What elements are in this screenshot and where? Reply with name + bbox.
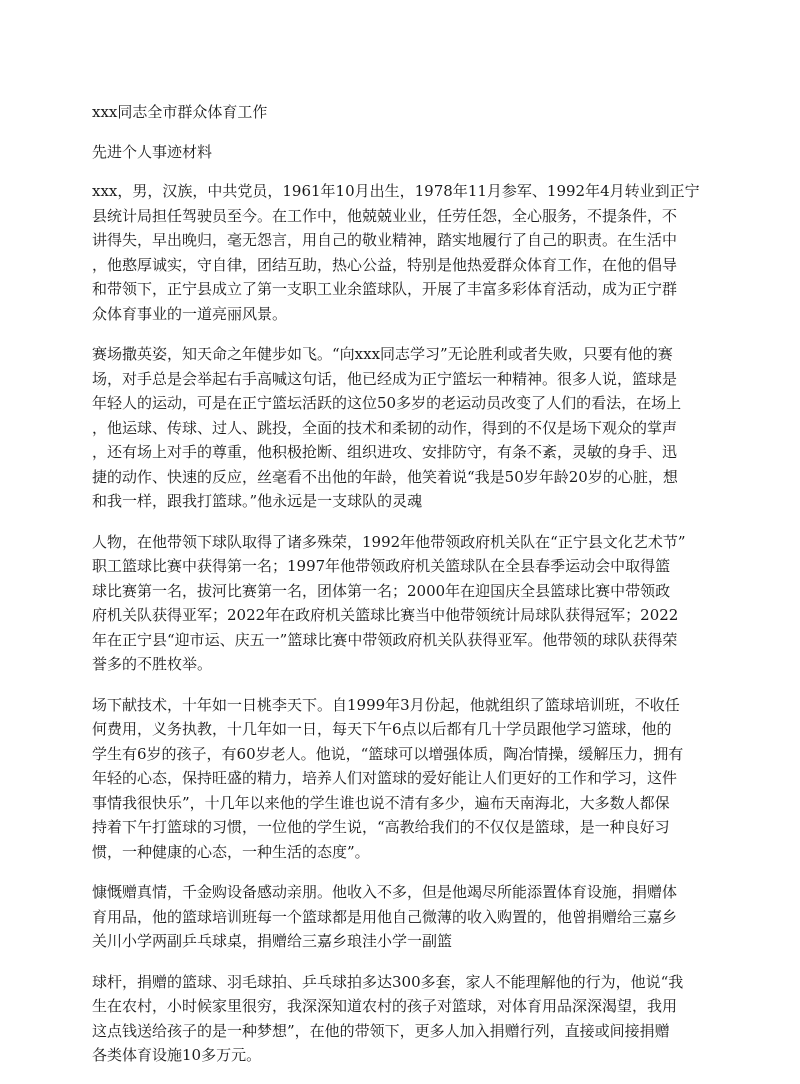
- paragraph-line: 和带领下，正宁县成立了第一支职工业余篮球队，开展了丰富多彩体育活动，成为正宁群: [92, 280, 678, 298]
- paragraph-line: 讲得失，早出晚归，毫无怨言，用自己的敬业精神，踏实地履行了自己的职责。在生活中: [92, 231, 678, 249]
- paragraph-line: 学生有6岁的孩子，有60岁老人。他说，“篮球可以增强体质，陶冶情操，缓解压力，拥有: [92, 744, 684, 763]
- paragraph-line: ，他憨厚诚实，守自律，团结互助，热心公益，特别是他热爱群众体育工作，在他的倡导: [92, 255, 678, 274]
- paragraph-line: 球比赛第一名，拔河比赛第一名，团体第一名；2000年在迎国庆全县篮球比赛中带领政: [92, 581, 671, 600]
- paragraph-line: 事情我很快乐”，十几年以来他的学生谁也说不清有多少，遍布天南海北，大多数人都保: [92, 793, 670, 812]
- document-subtitle: 先进个人事迹材料: [92, 142, 213, 161]
- paragraph-1: [92, 179, 708, 326]
- paragraph-6: [92, 970, 708, 1068]
- paragraph-line: 球杆，捐赠的篮球、羽毛球拍、乒乓球拍多达300多套，家人不能理解他的行为，他说“我: [92, 972, 684, 991]
- paragraph-line: 各类体育设施10多万元。: [92, 1046, 262, 1064]
- paragraph-line: 和我一样，跟我打篮球。”他永远是一支球队的灵魂: [92, 492, 423, 510]
- paragraph-4: [92, 693, 708, 865]
- paragraph-line: 年轻的心态，保持旺盛的精力，培养人们对篮球的爱好能让人们更好的工作和学习，这件: [92, 769, 678, 787]
- paragraph-line: 惯，一种健康的心态，一种生活的态度”。: [92, 842, 370, 861]
- paragraph-line: 年在正宁县“迎市运、庆五一”篮球比赛中带领政府机关队获得亚军。他带领的球队获得荣: [92, 630, 678, 649]
- paragraph-2: [92, 342, 708, 514]
- paragraph-line: 捷的动作、快速的反应，丝毫看不出他的年龄，他笑着说“我是50岁年龄20岁的心脏，想: [92, 467, 678, 486]
- paragraph-line: 育用品，他的篮球培训班每一个篮球都是用他自己微薄的收入购置的，他曾捐赠给三嘉乡: [92, 907, 678, 926]
- paragraph-line: 府机关队获得亚军；2022年在政府机关篮球比赛当中他带领统计局球队获得冠军；2022: [92, 606, 679, 624]
- paragraph-line: 持着下午打篮球的习惯，一位他的学生说，“高教给我们的不仅仅是篮球，是一种良好习: [92, 818, 670, 836]
- document-page: [92, 100, 708, 1084]
- paragraph-line: 众体育事业的一道亮丽风景。: [92, 304, 288, 323]
- paragraph-line: 场，对手总是会举起右手高喊这句话，他已经成为正宁篮坛一种精神。很多人说，篮球是: [92, 369, 678, 388]
- paragraph-line: 何费用，义务执教，十几年如一日，每天下午6点以后都有几十学员跟他学习篮球，他的: [92, 720, 672, 738]
- paragraph-line: 关川小学两副乒乓球桌，捐赠给三嘉乡琅洼小学一副篮: [92, 932, 453, 950]
- paragraph-line: ，还有场上对手的尊重，他积极抢断、组织进攻、安排防守，有条不紊，灵敏的身手、迅: [92, 443, 678, 461]
- paragraph-3: [92, 530, 708, 677]
- paragraph-line: 县统计局担任驾驶员至今。在工作中，他兢兢业业，任劳任怨，全心服务，不提条件，不: [92, 206, 678, 225]
- document-title: xxx同志全市群众体育工作: [92, 103, 268, 121]
- paragraph-line: 慷慨赠真情，千金购设备感动亲朋。他收入不多，但是他竭尽所能添置体育设施，捐赠体: [92, 883, 678, 901]
- paragraph-line: 年轻人的运动，可是在正宁篮坛活跃的这位50多岁的老运动员改变了人们的看法，在场上: [92, 394, 682, 412]
- paragraph-line: 生在农村，小时候家里很穷，我深深知道农村的孩子对篮球，对体育用品深深渴望，我用: [92, 997, 678, 1015]
- paragraph-line: ，他运球、传球、过人、跳投，全面的技术和柔韧的动作，得到的不仅是场下观众的掌声: [92, 418, 678, 437]
- paragraph-line: 这点钱送给孩子的是一种梦想”，在他的带领下，更多人加入捐赠行列，直接或间接捐赠: [92, 1021, 670, 1040]
- paragraph-line: 人物，在他带领下球队取得了诸多殊荣，1992年他带领政府机关队在“正宁县文化艺术节”: [92, 532, 686, 551]
- paragraph-line: 誉多的不胜枚举。: [92, 655, 213, 673]
- paragraph-5: [92, 880, 708, 954]
- paragraph-line: 赛场撒英姿，知天命之年健步如飞。“向xxx同志学习”无论胜利或者失败，只要有他的赛: [92, 345, 673, 363]
- paragraph-line: 场下献技术，十年如一日桃李天下。自1999年3月份起，他就组织了篮球培训班，不收任: [92, 695, 680, 714]
- paragraph-line: xxx，男，汉族，中共党员，1961年10月出生，1978年11月参军、1992年4月转业到正宁: [92, 182, 700, 200]
- paragraph-line: 职工篮球比赛中获得第一名；1997年他带领政府机关篮球队在全县春季运动会中取得篮: [92, 557, 671, 575]
